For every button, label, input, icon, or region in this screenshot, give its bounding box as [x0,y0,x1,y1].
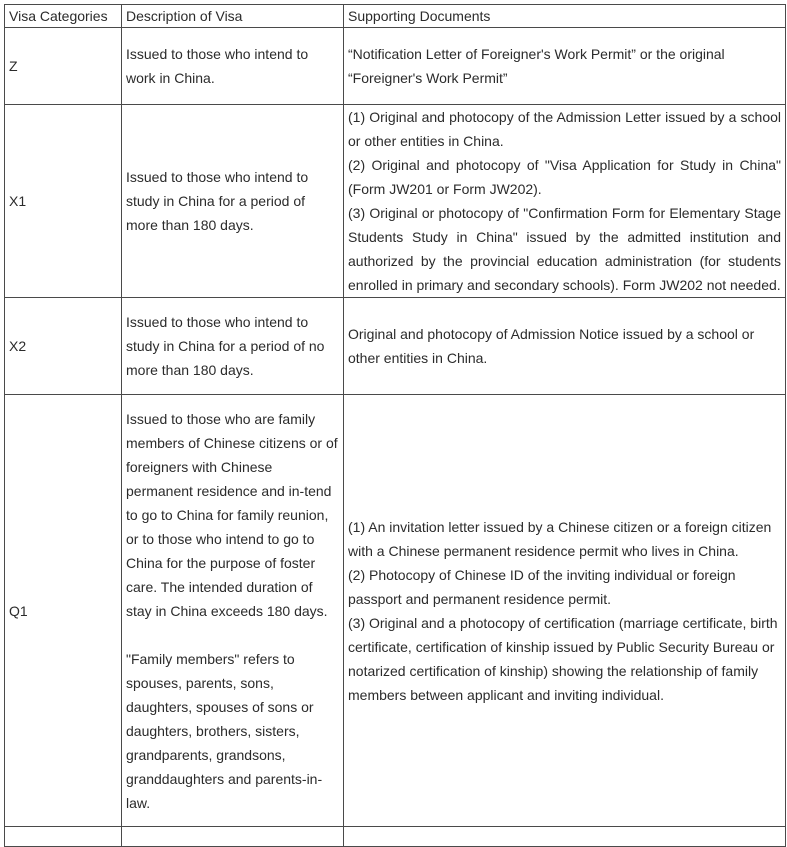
header-description: Description of Visa [122,5,344,28]
header-visa-categories: Visa Categories [5,5,122,28]
documents-cell [344,28,786,105]
document-item: (3) Original and a photocopy of certification (marriage certificate, birth certificate, certification of kinship issued by Public Security Bureau or notarized certification of kinship) showing the relationship of family members between applicant and inviting individual. [348,614,778,703]
document-item: (1) An invitation letter issued by a Chinese citizen or a foreign citizen with a Chinese permanent residence permit who lives in China. [348,518,772,559]
documents-cell [344,105,786,298]
category-cell: Q1 [5,395,122,827]
visa-table [4,4,786,847]
document-item: Original and photocopy of Admission Notice issued by a school or other entities in China. [348,326,755,366]
description-cell [122,395,344,827]
description-text: Issued to those who intend to study in China for a period of more than 180 days. [126,169,309,233]
description-text: Issued to those who are family members of Chinese citizens or of foreigners with Chinese permanent residence and in-tend to go to China for family reunion, or to those who intend to go to China for the purpose of foster care. The intended duration of stay in China exceeds 180 days. [126,410,338,619]
table-row [5,28,786,105]
description-text: "Family members" refers to spouses, parents, sons, daughters, spouses of sons or daughters, brothers, sisters, grandparents, grandsons, granddaughters and parents-in-law. [126,650,323,811]
document-item: “Notification Letter of Foreigner's Work Permit” or the original “Foreigner's Work Permit” [348,46,725,86]
documents-cell [344,395,786,827]
description-cell [122,298,344,395]
category-cell: X1 [5,105,122,298]
category-cell: X2 [5,298,122,395]
description-text: Issued to those who intend to work in China. [126,46,309,86]
document-item: (2) Photocopy of Chinese ID of the inviting individual or foreign passport and permanent residence permit. [348,566,736,607]
table-row [5,395,786,827]
category-cell: Z [5,28,122,105]
table-row [5,827,786,847]
description-text: Issued to those who intend to study in China for a period of no more than 180 days. [126,314,325,378]
description-cell [122,28,344,105]
table-row [5,105,786,298]
documents-cell [344,298,786,395]
table-row [5,298,786,395]
document-item: (2) Original and photocopy of "Visa Application for Study in China" (Form JW201 or Form JW202). [348,157,781,197]
header-row [5,5,786,28]
description-cell [122,105,344,298]
header-supporting-documents: Supporting Documents [344,5,786,28]
document-item: (3) Original or photocopy of "Confirmation Form for Elementary Stage Students Study in China" issued by the admitted institution and authorized by the provincial education administration (for students enrolled in primary and secondary schools). Form JW202 not needed. [348,205,781,293]
document-item: (1) Original and photocopy of the Admission Letter issued by a school or other entities in China. [348,109,781,149]
